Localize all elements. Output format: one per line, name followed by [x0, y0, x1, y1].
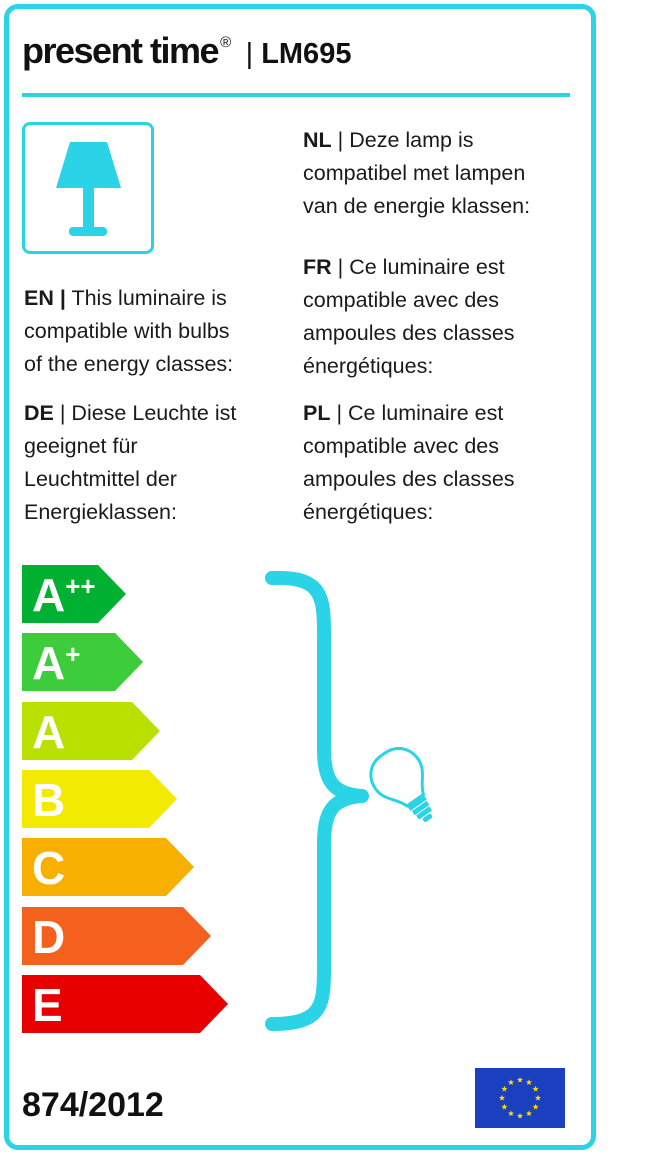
- model-number: | LM695: [245, 38, 352, 70]
- registered-mark: ®: [220, 34, 230, 51]
- energy-class-e: E: [22, 975, 232, 1033]
- header: [22, 30, 351, 80]
- energy-class-a-plus: A+: [22, 633, 146, 691]
- energy-class-d: D: [22, 907, 214, 965]
- brand-name: present time ®: [22, 30, 230, 71]
- lang-code-en: EN |: [24, 286, 66, 310]
- eu-flag-icon: [475, 1068, 565, 1128]
- lang-code-de: DE: [24, 401, 54, 425]
- lang-code-fr: FR: [303, 255, 332, 279]
- energy-class-a-plus-plus: A++: [22, 565, 128, 623]
- table-lamp-icon: [22, 122, 154, 254]
- compatibility-brace: [262, 568, 372, 1039]
- text-en: EN | This luminaire is compatible with bulbs of the energy classes:: [24, 286, 234, 376]
- energy-class-c: C: [22, 838, 198, 896]
- regulation-number: 874/2012: [22, 1086, 164, 1124]
- text-de: DE | Diese Leuchte ist geeignet für Leuchtmittel der Energieklassen:: [24, 401, 237, 524]
- lang-code-nl: NL: [303, 128, 332, 152]
- energy-class-a: A: [22, 702, 162, 760]
- lang-code-pl: PL: [303, 401, 331, 425]
- light-bulb-icon: [360, 736, 460, 831]
- text-nl: NL | Deze lamp is compatibel met lampen van de energie klassen:: [303, 128, 531, 218]
- text-pl: PL | Ce luminaire est compatible avec des ampoules des classes énergétiques:: [303, 401, 515, 524]
- energy-class-b: B: [22, 770, 180, 828]
- header-divider: [22, 93, 570, 97]
- text-fr: FR | Ce luminaire est compatible avec des ampoules des classes énergétiques:: [303, 255, 515, 378]
